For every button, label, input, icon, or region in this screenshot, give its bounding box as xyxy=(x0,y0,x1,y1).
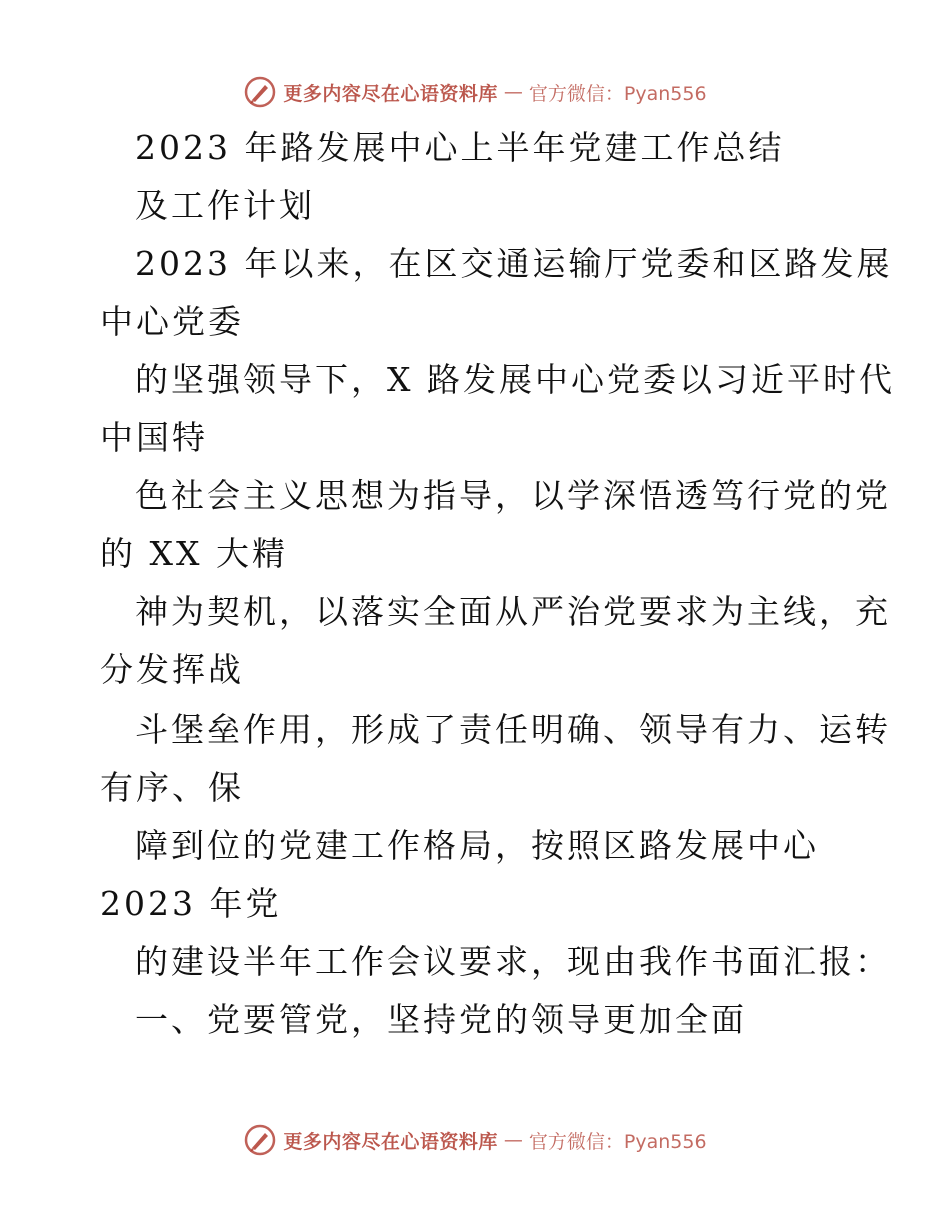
pen-seal-icon xyxy=(243,75,277,109)
paragraph-line: 障到位的党建工作格局，按照区路发展中心 xyxy=(135,826,819,865)
paragraph-line: 神为契机，以落实全面从严治党要求为主线，充 xyxy=(135,592,891,631)
watermark-dash: — xyxy=(503,1129,523,1151)
watermark-footer xyxy=(0,1120,950,1160)
paragraph-line: 中国特 xyxy=(100,418,208,457)
paragraph-line: 2023 年党 xyxy=(100,884,282,923)
paragraph-line: 的建设半年工作会议要求，现由我作书面汇报： xyxy=(135,942,891,981)
pen-seal-icon xyxy=(243,1123,277,1157)
paragraph-line: 色社会主义思想为指导，以学深悟透笃行党的党 xyxy=(135,476,891,515)
doc-title-line-1: 2023 年路发展中心上半年党建工作总结 xyxy=(135,128,785,167)
paragraph-line: 有序、保 xyxy=(100,768,244,807)
watermark-title: 更多内容尽在心语资料库 xyxy=(283,82,498,105)
paragraph-line: 中心党委 xyxy=(100,302,244,341)
watermark-wechat: 官方微信：Pyan556 xyxy=(528,1130,707,1153)
paragraph-line: 斗堡垒作用，形成了责任明确、领导有力、运转 xyxy=(135,710,891,749)
watermark-header xyxy=(0,72,950,112)
doc-title-line-2: 及工作计划 xyxy=(135,186,315,225)
paragraph-line: 2023 年以来，在区交通运输厅党委和区路发展 xyxy=(135,244,893,283)
watermark-title: 更多内容尽在心语资料库 xyxy=(283,1130,498,1153)
watermark-dash: — xyxy=(503,81,523,103)
paragraph-line: 的坚强领导下，X 路发展中心党委以习近平时代 xyxy=(135,360,895,399)
paragraph-line: 的 XX 大精 xyxy=(100,534,288,573)
watermark-wechat: 官方微信：Pyan556 xyxy=(528,82,707,105)
paragraph-line: 分发挥战 xyxy=(100,650,244,689)
section-heading: 一、党要管党，坚持党的领导更加全面 xyxy=(135,1000,747,1039)
